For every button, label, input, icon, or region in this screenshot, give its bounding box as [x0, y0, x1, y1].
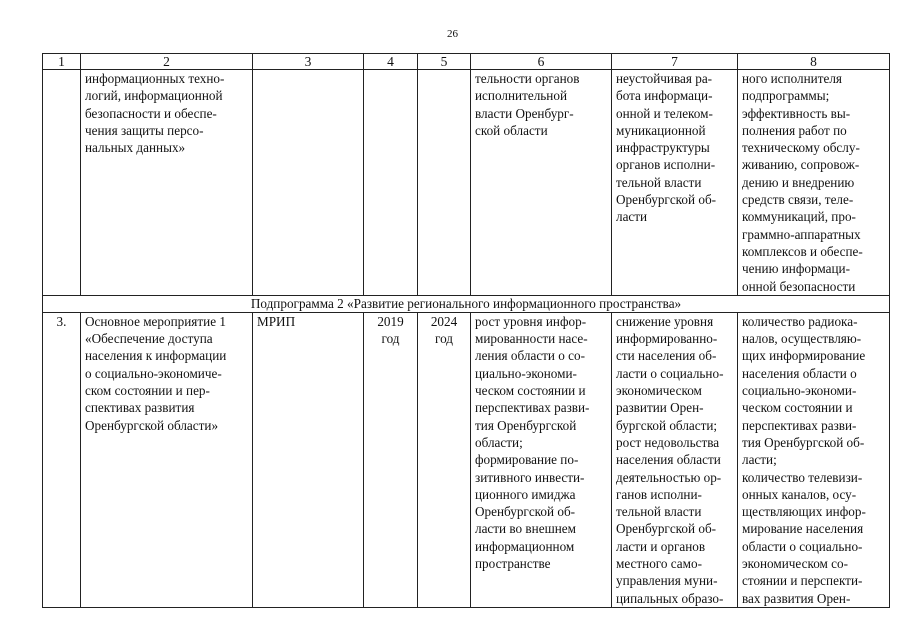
row3-col6-line: пространстве: [475, 556, 551, 572]
row3-col8-line: населения области о: [742, 365, 857, 381]
row3-col6-line: Оренбургской об-: [475, 504, 576, 520]
row3-col2-line: ском состоянии и пер-: [85, 383, 210, 399]
row3-col8-line: перспективах разви-: [742, 417, 857, 433]
cont-col8-line: живанию, сопровож-: [742, 157, 860, 173]
row3-col7-line: ласти и органов: [616, 538, 706, 554]
cont-cell-6: [471, 70, 612, 296]
row3-col8-line: онных каналов, осу-: [742, 486, 857, 502]
cont-col8-line: онной безопасности: [742, 278, 856, 294]
row3-col8-line: области о социально-: [742, 538, 863, 554]
row3-col6-line: зитивного инвести-: [475, 469, 585, 485]
row3-col6-line: области;: [475, 434, 523, 450]
cont-col8-line: комплексов и обеспе-: [742, 243, 863, 259]
row3-col7-line: рост недовольства: [616, 434, 720, 450]
cont-col7-line: неустойчивая ра-: [616, 71, 713, 86]
cont-cell-3: [253, 70, 364, 296]
program-table: [42, 53, 890, 608]
cont-col7-line: тельной власти: [616, 174, 702, 190]
row3-col7-line: управления муни-: [616, 573, 718, 589]
cont-col2-line: чения защиты персо-: [85, 122, 204, 138]
row3-col8-line: экономическом со-: [742, 556, 849, 572]
row3-col6-line: ласти во внешнем: [475, 521, 576, 537]
cont-col6-line: исполнительной: [475, 88, 568, 104]
row3-col6-line: рост уровня инфор-: [475, 313, 587, 329]
row3-col2-line: спективах развития: [85, 400, 195, 416]
cont-cell-5: [418, 70, 471, 296]
row3-col7-line: ципальных образо-: [616, 590, 724, 606]
row3-executor: МРИП: [253, 312, 364, 607]
row3-col7-line: информированно-: [616, 331, 718, 347]
cont-col7-line: органов исполни-: [616, 157, 716, 173]
row3-col2-line: «Обеспечение доступа: [85, 331, 213, 347]
row3-cell-8: [738, 312, 890, 607]
row-number: 3.: [43, 312, 81, 607]
row3-col6-line: ления области о со-: [475, 348, 586, 364]
row3-col7-line: Оренбургской об-: [616, 521, 717, 537]
page-number: 26: [447, 28, 458, 40]
cont-col8-line: коммуникаций, про-: [742, 209, 856, 225]
row3-col7-line: ласти о социально-: [616, 365, 724, 381]
cont-col7-line: онной и телеком-: [616, 105, 713, 121]
row3-cell-2: [81, 312, 253, 607]
row3-start-year: [364, 312, 418, 607]
cont-col8-line: эффективность вы-: [742, 105, 851, 121]
row3-col8-line: количество телевизи-: [742, 469, 863, 485]
cont-col2-line: безопасности и обеспе-: [85, 105, 217, 121]
cont-col8-line: средств связи, теле-: [742, 192, 854, 208]
cont-col7-line: бота информаци-: [616, 88, 713, 104]
row3-col7-line: снижение уровня: [616, 313, 714, 329]
cont-col8-line: чению информаци-: [742, 261, 851, 277]
row3-col6-line: ческом состоянии и: [475, 383, 586, 399]
cont-col6-line: власти Оренбург-: [475, 105, 574, 121]
row3-col8-line: вах развития Орен-: [742, 590, 851, 606]
cont-cell-8: [738, 70, 890, 296]
cont-col2-line: нальных данных»: [85, 140, 186, 156]
continuation-row: [43, 70, 890, 296]
row3-col2-line: о социально-экономиче-: [85, 365, 222, 381]
row3-col7-line: населения области: [616, 452, 721, 468]
row3-col2-line: Оренбургской области»: [85, 417, 219, 433]
row3-cell-7: [612, 312, 738, 607]
row3-col8-line: количество радиока-: [742, 313, 858, 329]
row3-col7-line: тельной власти: [616, 504, 702, 520]
cont-col6-line: ской области: [475, 122, 548, 138]
cont-col8-line: подпрограммы;: [742, 88, 830, 104]
row3-col7-line: бургской области;: [616, 417, 718, 433]
cont-col2-line: логий, информационной: [85, 88, 223, 104]
row3-end-year: [418, 312, 471, 607]
row3-col6-line: формирование по-: [475, 452, 579, 468]
row3-col8-line: мирование населения: [742, 521, 864, 537]
row3-col8-line: ществляющих инфор-: [742, 504, 866, 520]
row3-col8-line: ласти;: [742, 452, 777, 468]
start-year-value: 2019: [377, 313, 404, 329]
row3-col6-line: тия Оренбургской: [475, 417, 577, 433]
row3-cell-6: [471, 312, 612, 607]
start-year-unit: год: [381, 331, 400, 347]
row3-col2-line: населения к информации: [85, 348, 227, 364]
subprogram-title: Подпрограмма 2 «Развитие регионального информационного пространства»: [43, 295, 890, 312]
row3-col7-line: деятельностью ор-: [616, 469, 722, 485]
column-number-row: [43, 54, 890, 70]
col-number-5: 5: [418, 54, 471, 70]
cont-col7-line: Оренбургской об-: [616, 192, 717, 208]
row3-col6-line: информационном: [475, 538, 575, 554]
cont-col8-line: полнения работ по: [742, 122, 847, 138]
row3-col7-line: сти населения об-: [616, 348, 717, 364]
cont-col8-line: дению и внедрению: [742, 174, 855, 190]
cont-cell-1: [43, 70, 81, 296]
row3-col6-line: перспективах разви-: [475, 400, 590, 416]
row3-col7-line: ганов исполни-: [616, 486, 702, 502]
cont-col8-line: ного исполнителя: [742, 71, 842, 86]
col-number-3: 3: [253, 54, 364, 70]
row3-col6-line: ционного имиджа: [475, 486, 576, 502]
cont-cell-2: [81, 70, 253, 296]
cont-cell-7: [612, 70, 738, 296]
cont-col8-line: граммно-аппаратных: [742, 226, 861, 242]
row3-col7-line: местного само-: [616, 556, 702, 572]
subprogram-row: [43, 295, 890, 312]
row3-col8-line: щих информирование: [742, 348, 866, 364]
row-3: [43, 312, 890, 607]
row3-col6-line: мированности насе-: [475, 331, 588, 347]
col-number-1: 1: [43, 54, 81, 70]
col-number-8: 8: [738, 54, 890, 70]
end-year-unit: год: [434, 331, 453, 347]
cont-col7-line: ласти: [616, 209, 648, 225]
row3-col6-line: циально-экономи-: [475, 365, 577, 381]
cont-cell-4: [364, 70, 418, 296]
row3-col7-line: развитии Орен-: [616, 400, 704, 416]
col-number-6: 6: [471, 54, 612, 70]
col-number-4: 4: [364, 54, 418, 70]
col-number-2: 2: [81, 54, 253, 70]
row3-col8-line: стоянии и перспекти-: [742, 573, 863, 589]
row3-col8-line: тия Оренбургской об-: [742, 434, 865, 450]
cont-col8-line: техническому обслу-: [742, 140, 860, 156]
cont-col2-line: информационных техно-: [85, 71, 225, 86]
row3-col8-line: ческом состоянии и: [742, 400, 853, 416]
row3-col2-line: Основное мероприятие 1: [85, 313, 226, 329]
cont-col7-line: муникационной: [616, 122, 706, 138]
row3-col8-line: налов, осуществляю-: [742, 331, 862, 347]
end-year-value: 2024: [430, 313, 458, 329]
row3-col7-line: экономическом: [616, 383, 702, 399]
row3-col8-line: социально-экономи-: [742, 383, 857, 399]
cont-col6-line: тельности органов: [475, 71, 580, 86]
col-number-7: 7: [612, 54, 738, 70]
cont-col7-line: инфраструктуры: [616, 140, 710, 156]
